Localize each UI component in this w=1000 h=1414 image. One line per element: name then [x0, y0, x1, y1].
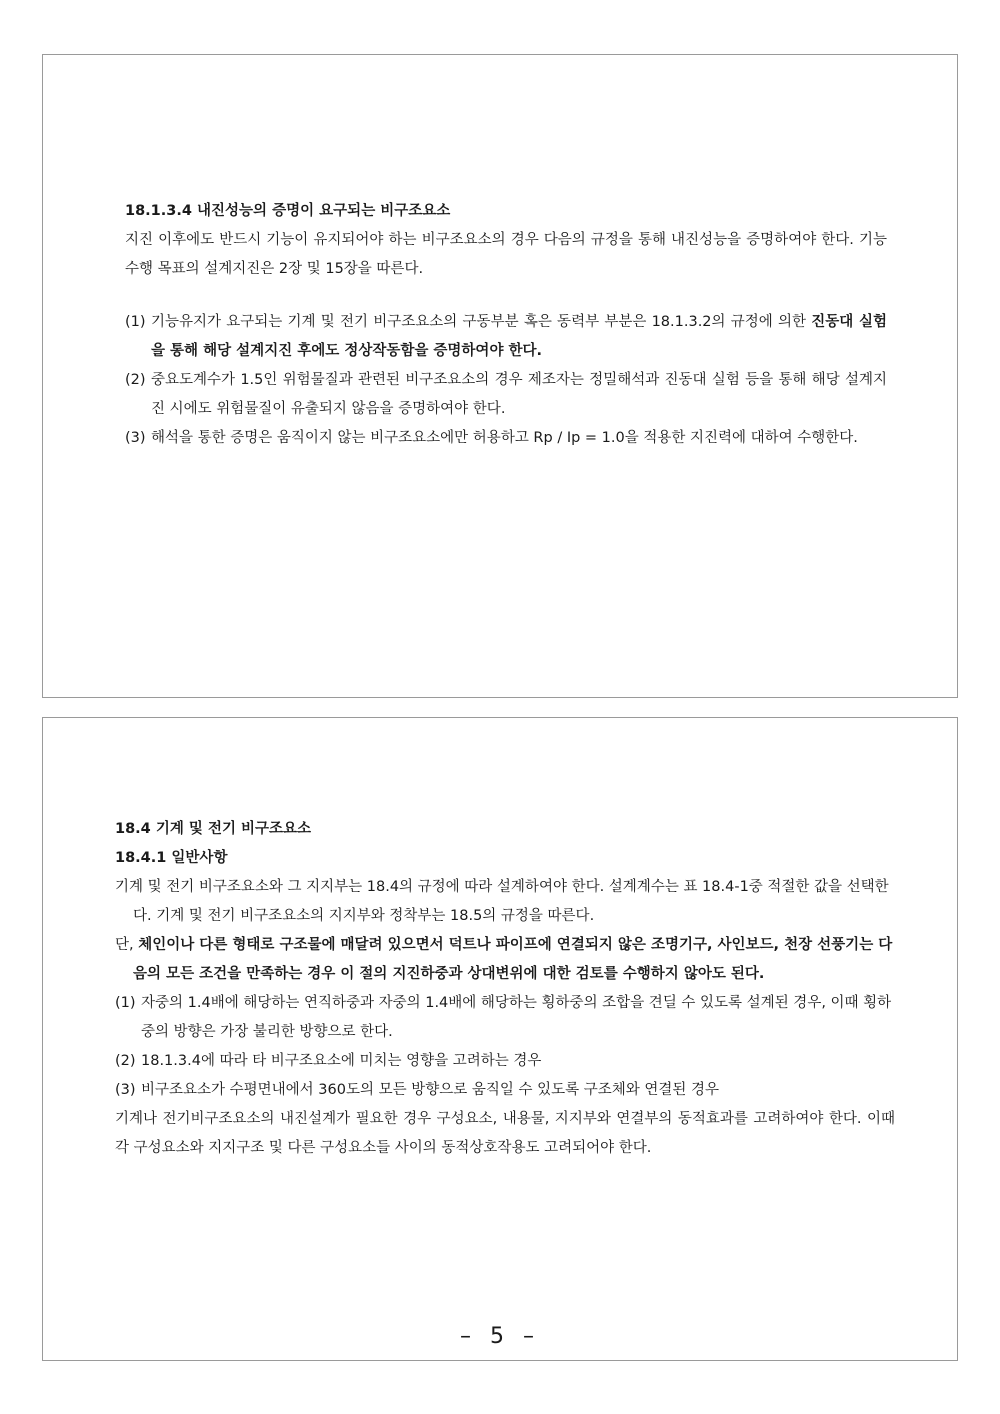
paragraph-general: 기계 및 전기 비구조요소와 그 지지부는 18.4의 규정에 따라 설계하여야 한다. 설계계수는 표 18.4-1중 적절한 값을 선택한다. 기계 및 전기 비구조요소의 지지부와 정착부는 18.5의 규정을 따른다.	[115, 879, 889, 924]
list-item	[125, 308, 887, 366]
list-item-number: (2)	[125, 372, 146, 388]
list-item-text	[151, 308, 887, 366]
list-item-text: 해석을 통한 증명은 움직이지 않는 비구조요소에만 허용하고 Rp / Ip = 1.0을 적용한 지진력에 대하여 수행한다.	[151, 430, 858, 446]
list-item-text-plain: 기능유지가 요구되는 기계 및 전기 비구조요소의 구동부분 혹은 동력부 부분은 18.1.3.2의 규정에 의한	[151, 314, 812, 330]
list-item	[125, 424, 887, 453]
list-item-text: 18.1.3.4에 따라 타 비구조요소에 미치는 영향을 고려하는 경우	[141, 1053, 542, 1069]
list-item	[115, 989, 895, 1047]
list-item-number: (3)	[125, 430, 146, 446]
list-item	[115, 1047, 895, 1076]
exception-prefix: 단,	[115, 937, 139, 953]
page-section-1	[42, 54, 958, 698]
page-number: – 5 –	[460, 1324, 540, 1349]
paragraph-exception	[115, 931, 895, 989]
section-2-content	[115, 815, 895, 1163]
spacer	[125, 284, 887, 308]
list-item	[115, 1076, 895, 1105]
list-item	[125, 366, 887, 424]
section-heading-18-4: 18.4 기계 및 전기 비구조요소	[115, 821, 312, 837]
section-heading-18-4-1: 18.4.1 일반사항	[115, 850, 228, 866]
list-item-number: (2)	[115, 1053, 136, 1069]
paragraph-dynamic-effects: 기계나 전기비구조요소의 내진설계가 필요한 경우 구성요소, 내용물, 지지부와 연결부의 동적효과를 고려하여야 한다. 이때 각 구성요소와 지지구조 및 다른 구성요소들 사이의 동적상호작용도 고려되어야 한다.	[115, 1111, 895, 1156]
list-item-text: 비구조요소가 수평면내에서 360도의 모든 방향으로 움직일 수 있도록 구조체와 연결된 경우	[141, 1082, 720, 1098]
list-item-number: (1)	[125, 314, 146, 330]
list-item-number: (3)	[115, 1082, 136, 1098]
list-item-text: 자중의 1.4배에 해당하는 연직하중과 자중의 1.4배에 해당하는 횡하중의 조합을 견딜 수 있도록 설계된 경우, 이때 횡하중의 방향은 가장 불리한 방향으로 한다.	[141, 995, 892, 1040]
section-heading-18-1-3-4: 18.1.3.4 내진성능의 증명이 요구되는 비구조요소	[125, 203, 451, 219]
exception-bold-text: 체인이나 다른 형태로 구조물에 매달려 있으면서 덕트나 파이프에 연결되지 않은 조명기구, 사인보드, 천장 선풍기는 다음의 모든 조건을 만족하는 경우 이 절의 지진하중과 상대변위에 대한 검토를 수행하지 않아도 된다.	[133, 937, 893, 982]
section-1-content	[125, 197, 887, 453]
list-item-text-bold: 진동대 실험을 통해 해당 설계지진 후에도 정상작동함을 증명하여야 한다.	[151, 314, 887, 359]
list-item-number: (1)	[115, 995, 136, 1011]
list-item-text: 중요도계수가 1.5인 위험물질과 관련된 비구조요소의 경우 제조자는 정밀해석과 진동대 실험 등을 통해 해당 설계지진 시에도 위험물질이 유출되지 않음을 증명하여야 한다.	[151, 372, 887, 417]
page-section-2	[42, 717, 958, 1361]
intro-paragraph: 지진 이후에도 반드시 기능이 유지되어야 하는 비구조요소의 경우 다음의 규정을 통해 내진성능을 증명하여야 한다. 기능수행 목표의 설계지진은 2장 및 15장을 따른다.	[125, 232, 887, 277]
